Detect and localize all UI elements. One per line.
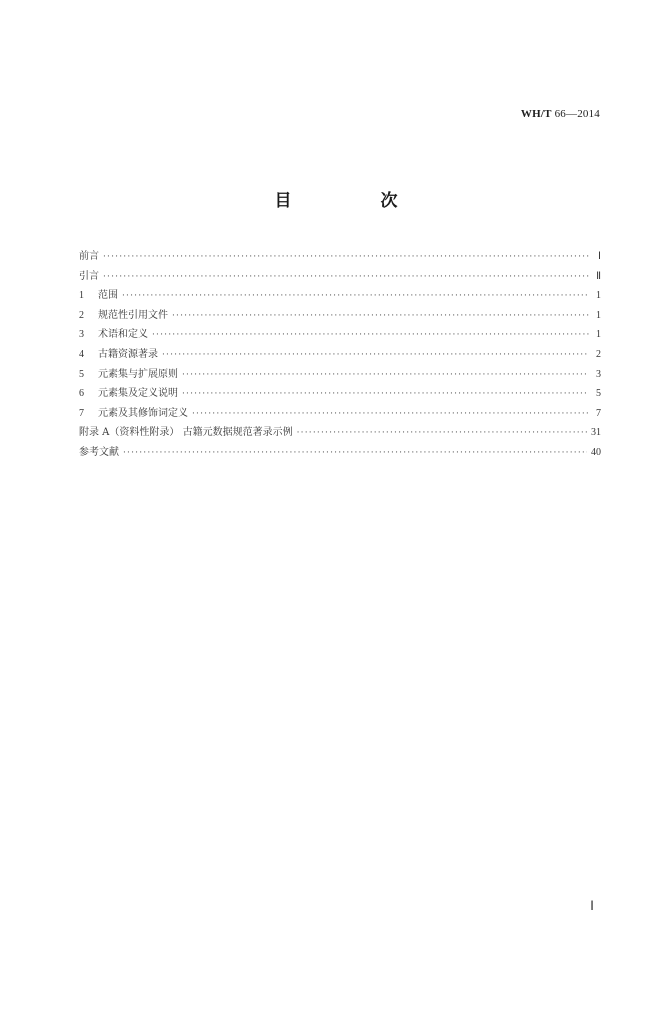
toc-title: 目 次 — [274, 191, 434, 211]
toc-entry-page: 3 — [596, 368, 601, 380]
toc-dot-leader — [123, 444, 587, 464]
toc-entry-bibliography[interactable] — [79, 443, 601, 463]
toc-entry-page: 2 — [596, 348, 601, 360]
toc-entry-number: 6 — [79, 388, 84, 400]
toc-entry-number: 5 — [79, 368, 84, 380]
toc-dot-leader — [162, 346, 589, 366]
toc-entry-number: 1 — [79, 290, 84, 302]
toc-entry-page: Ⅰ — [598, 251, 601, 262]
toc-dot-leader — [297, 424, 587, 444]
toc-entry-terms-definitions[interactable] — [79, 325, 601, 345]
toc-entry-page: 5 — [596, 388, 601, 400]
toc-entry-number: 3 — [79, 329, 84, 341]
toc-entry-page: 1 — [596, 309, 601, 321]
toc-entry-element-set-definitions[interactable] — [79, 384, 601, 404]
toc-entry-page: Ⅱ — [596, 270, 601, 282]
toc-entry-normative-references[interactable] — [79, 306, 601, 326]
toc-dot-leader — [122, 287, 589, 307]
toc-entry-label: 参考文献 — [79, 446, 119, 458]
toc-entry-preface[interactable] — [79, 247, 601, 267]
toc-entry-resource-description[interactable] — [79, 345, 601, 365]
toc-entry-label: 前言 — [79, 251, 99, 262]
standard-prefix: WH/T — [520, 108, 552, 120]
toc-entry-label: 规范性引用文件 — [98, 309, 168, 321]
standard-code — [521, 108, 600, 120]
toc-entry-label: 范围 — [98, 290, 118, 302]
toc-entry-label: 古籍资源著录 — [98, 348, 158, 360]
toc-entry-scope[interactable] — [79, 286, 601, 306]
toc-entry-number: 2 — [79, 309, 84, 321]
toc-entry-label: 元素及其修饰词定义 — [98, 407, 188, 419]
toc-entry-page: 7 — [596, 407, 601, 419]
toc-entry-label: 引言 — [79, 270, 99, 282]
standard-number: 66—2014 — [554, 108, 600, 120]
toc-entry-introduction[interactable] — [79, 267, 601, 287]
toc-entry-page: 40 — [591, 446, 601, 458]
toc-dot-leader — [192, 405, 589, 425]
page-number: Ⅰ — [590, 898, 594, 913]
toc-entry-label: 元素集及定义说明 — [98, 388, 178, 400]
toc-dot-leader — [152, 326, 589, 346]
toc-dot-leader — [182, 366, 589, 386]
toc-entry-page: 1 — [596, 290, 601, 302]
toc-entry-label: 元素集与扩展原则 — [98, 368, 178, 380]
toc-entry-element-set-principles[interactable] — [79, 365, 601, 385]
toc-dot-leader — [172, 307, 589, 327]
toc-entry-element-qualifiers[interactable] — [79, 404, 601, 424]
toc-entry-number: 4 — [79, 348, 84, 360]
toc-entry-appendix-a[interactable] — [79, 423, 601, 443]
toc-entry-page: 31 — [591, 427, 601, 439]
toc-entry-number: 7 — [79, 407, 84, 419]
toc-entry-label: 术语和定义 — [98, 329, 148, 341]
toc-dot-leader — [103, 268, 589, 288]
toc-entry-page: 1 — [596, 329, 601, 341]
toc-list — [79, 247, 601, 463]
toc-dot-leader — [182, 385, 589, 405]
toc-dot-leader — [103, 248, 589, 268]
toc-entry-label: 附录 A（资料性附录） 古籍元数据规范著录示例 — [79, 427, 293, 439]
